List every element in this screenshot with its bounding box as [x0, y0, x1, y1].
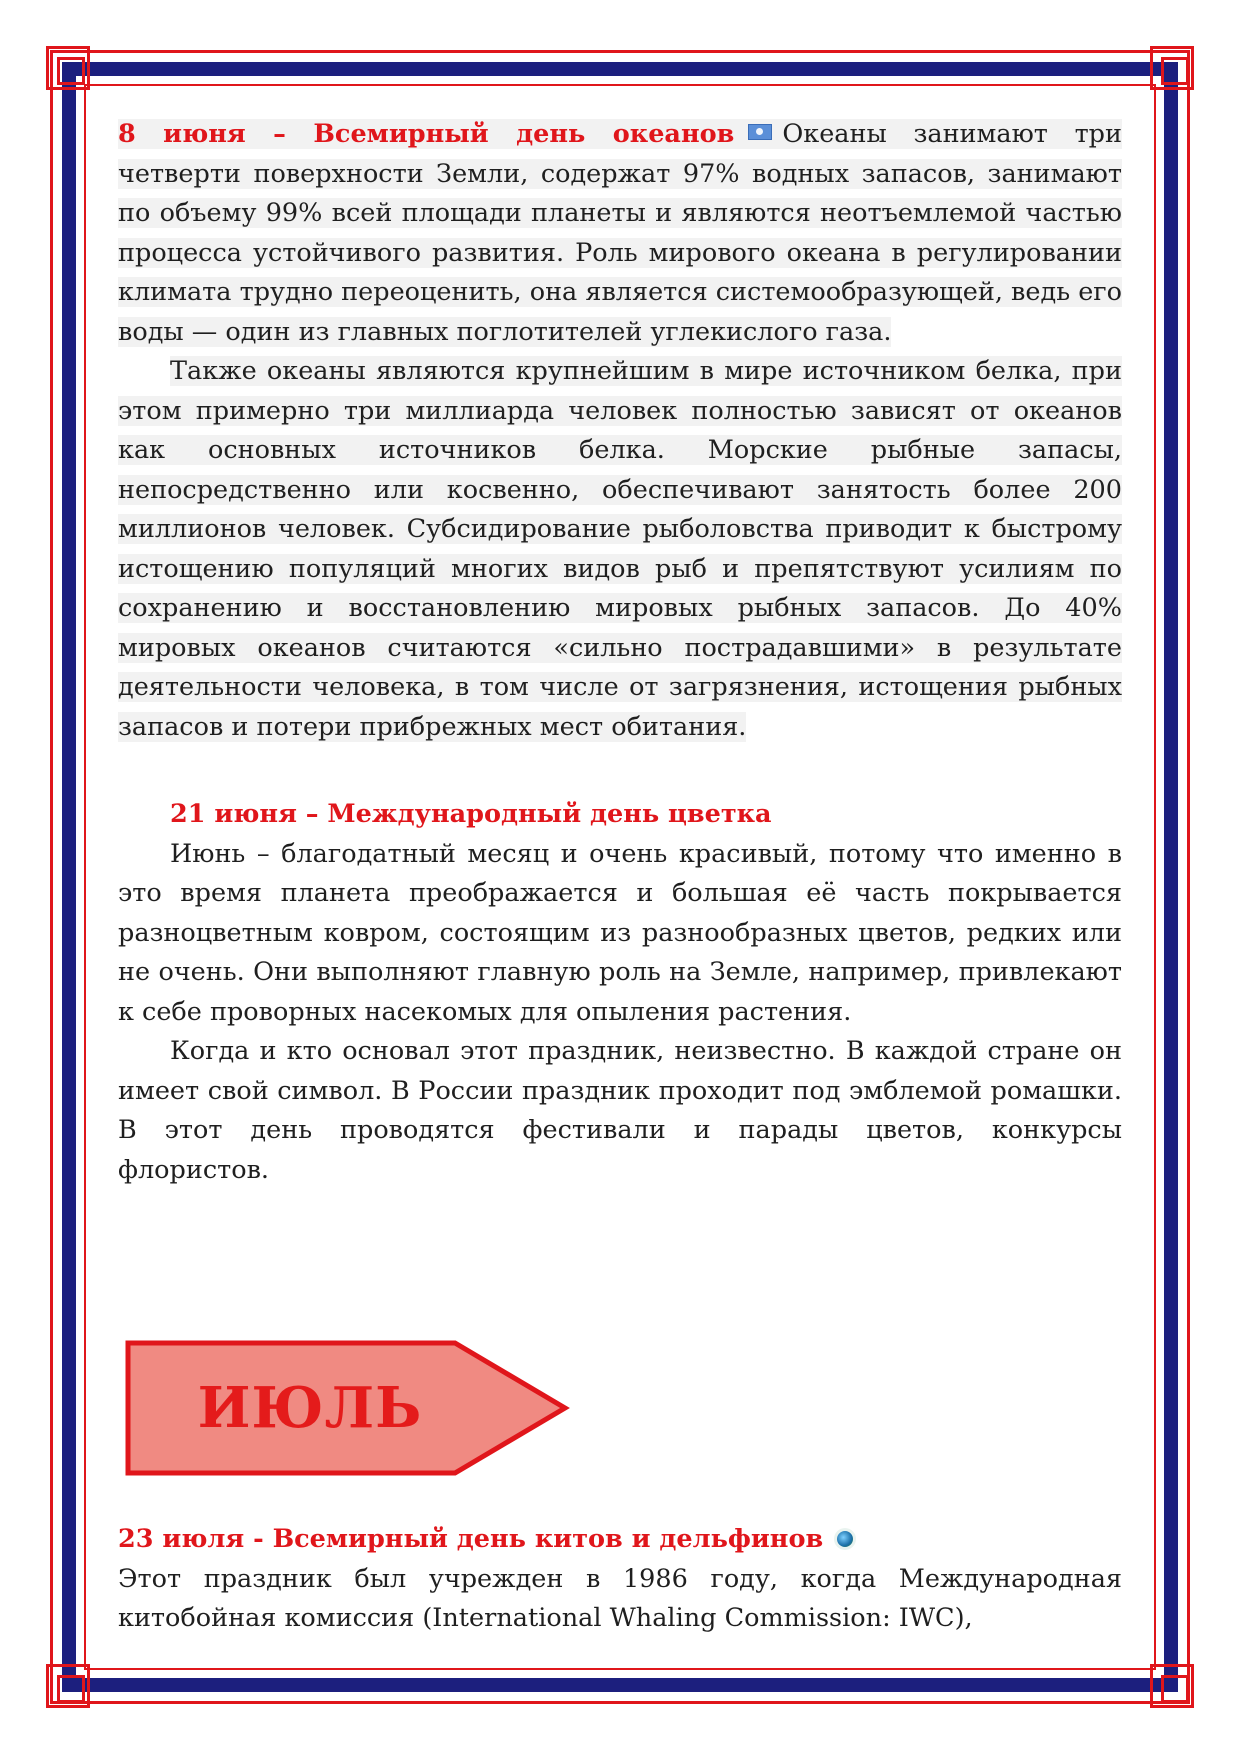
whales-heading-line [118, 1520, 1122, 1560]
flower-text-1: Июнь – благодатный месяц и очень красивый, потому что именно в это время планета преображается и большая её часть покрывается разноцветным ковром, состоящим из разнообразных цветов, редких или не очень. Они выполняют главную роль на Земле, например, привлекают к себе проворных насекомых для опыления растения. [118, 838, 1122, 1027]
flower-paragraph-2 [118, 1032, 1122, 1190]
oceans-text-1: Океаны занимают три четверти поверхности Земли, содержат 97% водных запасов, занимают по объему 99% всей площади планеты и являются неотъемлемой частью процесса устойчивого развития. Роль мирового океана в регулировании климата трудно переоценить, она является системообразующей, ведь его воды — один из главных поглотителей углекислого газа. [118, 119, 1123, 347]
flower-paragraph-1 [118, 835, 1122, 1033]
un-flag-icon [748, 124, 772, 140]
month-badge [125, 1340, 575, 1476]
oceans-text-2: Также океаны являются крупнейшим в мире источником белка, при этом примерно три миллиарда человек полностью зависят от океанов как основных источников белка. Морские рыбные запасы, непосредственно или косвенно, обеспечивают занятость более 200 миллионов человек. Субсидирование рыболовства приводит к быстрому истощению популяций многих видов рыб и препятствуют усилиям по сохранению и восстановлению мировых рыбных запасов. До 40% мировых океанов считаются «сильно пострадавшими» в результате деятельности человека, в том числе от загрязнения, истощения рыбных запасов и потери прибрежных мест обитания. [118, 356, 1122, 742]
oceans-paragraph-2 [118, 352, 1122, 747]
flower-heading-line [118, 795, 1122, 835]
corner-ornament-top-right [1150, 46, 1194, 90]
corner-ornament-bottom-right [1150, 1664, 1194, 1708]
whales-heading: 23 июля - Всемирный день китов и дельфинов [118, 1524, 824, 1554]
globe-icon [837, 1531, 853, 1547]
section-spacer [118, 747, 1122, 795]
whales-section [118, 1520, 1122, 1639]
flower-text-2: Когда и кто основал этот праздник, неизвестно. В каждой стране он имеет свой символ. В России праздник проходит под эмблемой ромашки. В этот день проводятся фестивали и парады цветов, конкурсы флористов. [118, 1036, 1122, 1185]
flower-heading: 21 июня – Международный день цветка [170, 799, 772, 829]
oceans-paragraph-1 [118, 115, 1122, 352]
month-label: ИЮЛЬ [197, 1375, 423, 1441]
whales-text-1: Этот праздник был учрежден в 1986 году, когда Международная китобойная комиссия (International Whaling Commission: IWC), [118, 1563, 1122, 1633]
oceans-heading: 8 июня – Всемирный день океанов [118, 119, 735, 149]
document-body [118, 115, 1122, 1190]
corner-ornament-top-left [46, 46, 90, 90]
corner-ornament-bottom-left [46, 1664, 90, 1708]
whales-paragraph-1 [118, 1560, 1122, 1639]
